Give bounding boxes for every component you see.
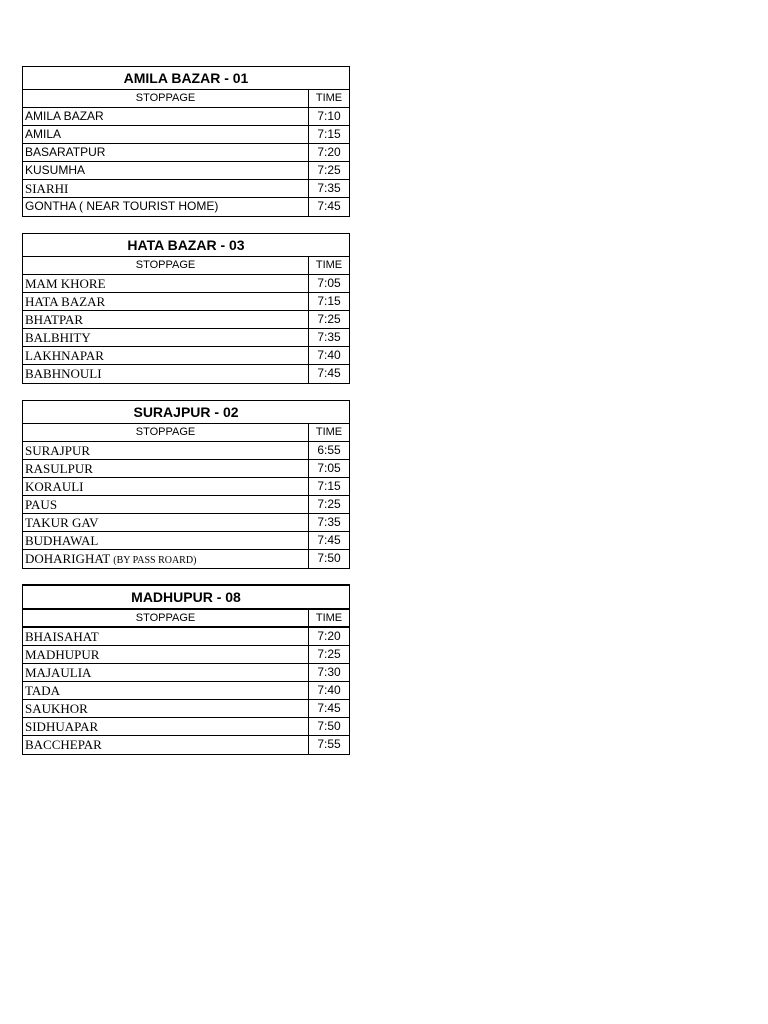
route-table-surajpur — [22, 400, 350, 569]
stop-name: BHAISAHAT — [23, 628, 309, 645]
table-row — [23, 460, 349, 478]
stop-name: SIARHI — [23, 180, 309, 197]
table-row — [23, 478, 349, 496]
stop-time: 7:30 — [317, 665, 341, 679]
stop-name: RASULPUR — [23, 460, 309, 477]
stop-name: AMILA — [23, 126, 309, 143]
time-header: TIME — [315, 426, 343, 438]
table-row — [23, 198, 349, 216]
table-row — [23, 514, 349, 532]
stop-time: 7:45 — [317, 533, 341, 547]
table-row — [23, 442, 349, 460]
stop-time: 7:15 — [317, 479, 341, 493]
stop-name: BASARATPUR — [23, 144, 309, 161]
stop-time: 7:40 — [317, 683, 341, 697]
stoppage-header: STOPPAGE — [23, 424, 309, 441]
stop-time: 7:55 — [317, 737, 341, 751]
stop-name: BALBHITY — [23, 329, 309, 346]
table-row — [23, 126, 349, 144]
stop-time: 7:15 — [317, 294, 341, 308]
stop-name: MADHUPUR — [23, 646, 309, 663]
stop-name: HATA BAZAR — [23, 293, 309, 310]
stop-name: TAKUR GAV — [23, 514, 309, 531]
stop-name: AMILA BAZAR — [23, 108, 309, 125]
table-row — [23, 293, 349, 311]
stop-time: 7:50 — [317, 719, 341, 733]
stop-time: 7:35 — [317, 515, 341, 529]
table-row — [23, 718, 349, 736]
stoppage-header: STOPPAGE — [23, 90, 309, 107]
table-row — [23, 108, 349, 126]
stop-time: 7:05 — [317, 461, 341, 475]
stop-name: BUDHAWAL — [23, 532, 309, 549]
route-title: HATA BAZAR - 03 — [23, 234, 349, 257]
table-row — [23, 496, 349, 514]
table-row — [23, 664, 349, 682]
table-row — [23, 144, 349, 162]
table-row — [23, 180, 349, 198]
stop-name: LAKHNAPAR — [23, 347, 309, 364]
table-row — [23, 682, 349, 700]
stop-time: 7:10 — [317, 109, 341, 123]
route-title: MADHUPUR - 08 — [23, 586, 349, 610]
stop-time: 7:35 — [317, 181, 341, 195]
stop-note: (BY PASS ROARD) — [113, 555, 197, 566]
table-header-row — [23, 257, 349, 275]
table-header-row — [23, 424, 349, 442]
stop-time: 7:15 — [317, 127, 341, 141]
stop-name — [23, 550, 309, 568]
route-title: SURAJPUR - 02 — [23, 401, 349, 424]
stop-name: SURAJPUR — [23, 442, 309, 459]
stoppage-header: STOPPAGE — [23, 610, 309, 626]
stop-name: GONTHA ( NEAR TOURIST HOME) — [23, 198, 309, 216]
table-header-row — [23, 90, 349, 108]
stop-time: 7:20 — [317, 629, 341, 643]
stop-name: BABHNOULI — [23, 365, 309, 383]
stop-time: 7:25 — [317, 163, 341, 177]
stop-name: SAUKHOR — [23, 700, 309, 717]
stoppage-header: STOPPAGE — [23, 257, 309, 274]
stop-time: 6:55 — [317, 443, 341, 457]
table-row — [23, 275, 349, 293]
stop-label: DOHARIGHAT — [25, 551, 110, 566]
table-row — [23, 329, 349, 347]
stop-time: 7:25 — [317, 497, 341, 511]
stop-time: 7:40 — [317, 348, 341, 362]
table-row — [23, 347, 349, 365]
time-header: TIME — [315, 92, 343, 104]
stop-name: MAJAULIA — [23, 664, 309, 681]
route-table-amila-bazar — [22, 66, 350, 217]
time-header: TIME — [315, 612, 343, 624]
stop-time: 7:25 — [317, 312, 341, 326]
route-title: AMILA BAZAR - 01 — [23, 67, 349, 90]
stop-time: 7:20 — [317, 145, 341, 159]
route-table-madhupur — [22, 584, 350, 755]
route-table-hata-bazar — [22, 233, 350, 384]
stop-time: 7:05 — [317, 276, 341, 290]
stop-name: TADA — [23, 682, 309, 699]
stop-time: 7:45 — [317, 701, 341, 715]
stop-time: 7:50 — [317, 551, 341, 565]
table-row — [23, 628, 349, 646]
stop-name: PAUS — [23, 496, 309, 513]
stop-name: SIDHUAPAR — [23, 718, 309, 735]
table-row — [23, 532, 349, 550]
table-header-row — [23, 610, 349, 628]
stop-time: 7:35 — [317, 330, 341, 344]
stop-time: 7:25 — [317, 647, 341, 661]
table-row — [23, 700, 349, 718]
stop-name: KORAULI — [23, 478, 309, 495]
stop-name: BHATPAR — [23, 311, 309, 328]
stop-name: KUSUMHA — [23, 162, 309, 179]
table-row — [23, 550, 349, 568]
table-row — [23, 646, 349, 664]
table-row — [23, 736, 349, 754]
time-header: TIME — [315, 259, 343, 271]
stop-name: MAM KHORE — [23, 275, 309, 292]
stop-time: 7:45 — [317, 366, 341, 380]
stop-time: 7:45 — [317, 199, 341, 213]
stop-name: BACCHEPAR — [23, 736, 309, 754]
table-row — [23, 365, 349, 383]
table-row — [23, 162, 349, 180]
table-row — [23, 311, 349, 329]
